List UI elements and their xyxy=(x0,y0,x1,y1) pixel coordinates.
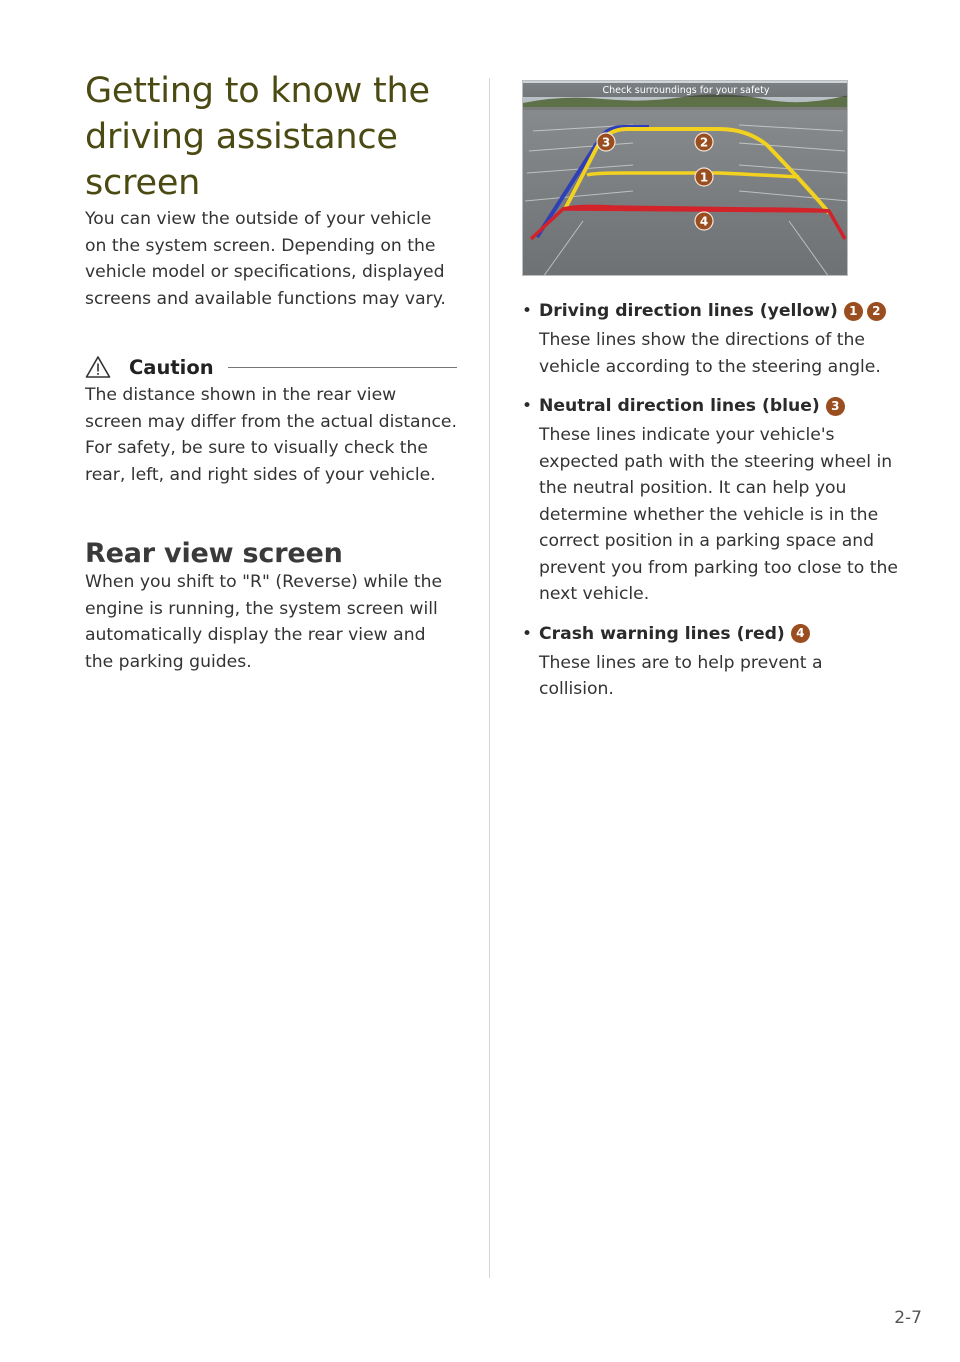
warning-triangle-icon xyxy=(85,355,111,379)
list-item xyxy=(522,393,902,608)
page-title: Getting to know the driving assistance screen xyxy=(85,71,430,203)
marker-badge: 1 xyxy=(844,302,863,321)
left-column xyxy=(85,68,457,675)
marker-1 xyxy=(695,168,713,186)
intro-paragraph: You can view the outside of your vehicle on the system screen. Depending on the vehicle model or specifications, displayed screens and available functions may vary. xyxy=(85,209,446,309)
svg-text:2: 2 xyxy=(699,135,709,150)
item-title: Neutral direction lines (blue) 3 xyxy=(539,393,902,419)
bullet: • xyxy=(522,301,533,321)
bullet: • xyxy=(522,623,533,644)
right-column xyxy=(522,80,902,716)
section-text: When you shift to "R" (Reverse) while the engine is running, the system screen will automatically display the rear view and the parking guides. xyxy=(85,572,443,672)
list-item xyxy=(522,621,902,703)
marker-4 xyxy=(695,212,713,230)
caution-header xyxy=(85,352,457,382)
marker-badge: 3 xyxy=(826,397,845,416)
marker-3 xyxy=(597,133,615,151)
page-number: 2-7 xyxy=(894,1308,922,1328)
bullet: • xyxy=(522,396,533,416)
item-title: Driving direction lines (yellow) 1 2 xyxy=(539,298,902,324)
caution-label: Caution xyxy=(129,355,214,379)
marker-badge: 2 xyxy=(867,302,886,321)
item-description: These lines indicate your vehicle's expected path with the steering wheel in the neutral position. It can help you determine whether the vehicle is in the correct position in a parking space and prevent you from parking too close to the next vehicle. xyxy=(539,425,898,604)
svg-text:4: 4 xyxy=(699,214,709,229)
guide-line-list xyxy=(522,298,902,703)
camera-banner-text: Check surroundings for your safety xyxy=(602,85,770,96)
marker-2 xyxy=(695,133,713,151)
svg-text:3: 3 xyxy=(601,135,611,150)
rear-view-scene xyxy=(523,81,848,276)
marker-badge: 4 xyxy=(791,624,810,643)
item-title: Crash warning lines (red) 4 xyxy=(539,621,902,647)
list-item xyxy=(522,298,902,380)
item-description: These lines are to help prevent a collision. xyxy=(539,652,823,699)
caution-rule xyxy=(228,367,457,368)
section-heading: Rear view screen xyxy=(85,538,343,569)
svg-text:1: 1 xyxy=(699,170,709,185)
column-divider xyxy=(489,78,490,1278)
item-description: These lines show the directions of the vehicle according to the steering angle. xyxy=(539,330,881,377)
rear-view-camera-image xyxy=(522,80,848,276)
caution-text: The distance shown in the rear view screen may differ from the actual distance. For safety, be sure to visually check the rear, left, and right sides of your vehicle. xyxy=(85,385,457,485)
